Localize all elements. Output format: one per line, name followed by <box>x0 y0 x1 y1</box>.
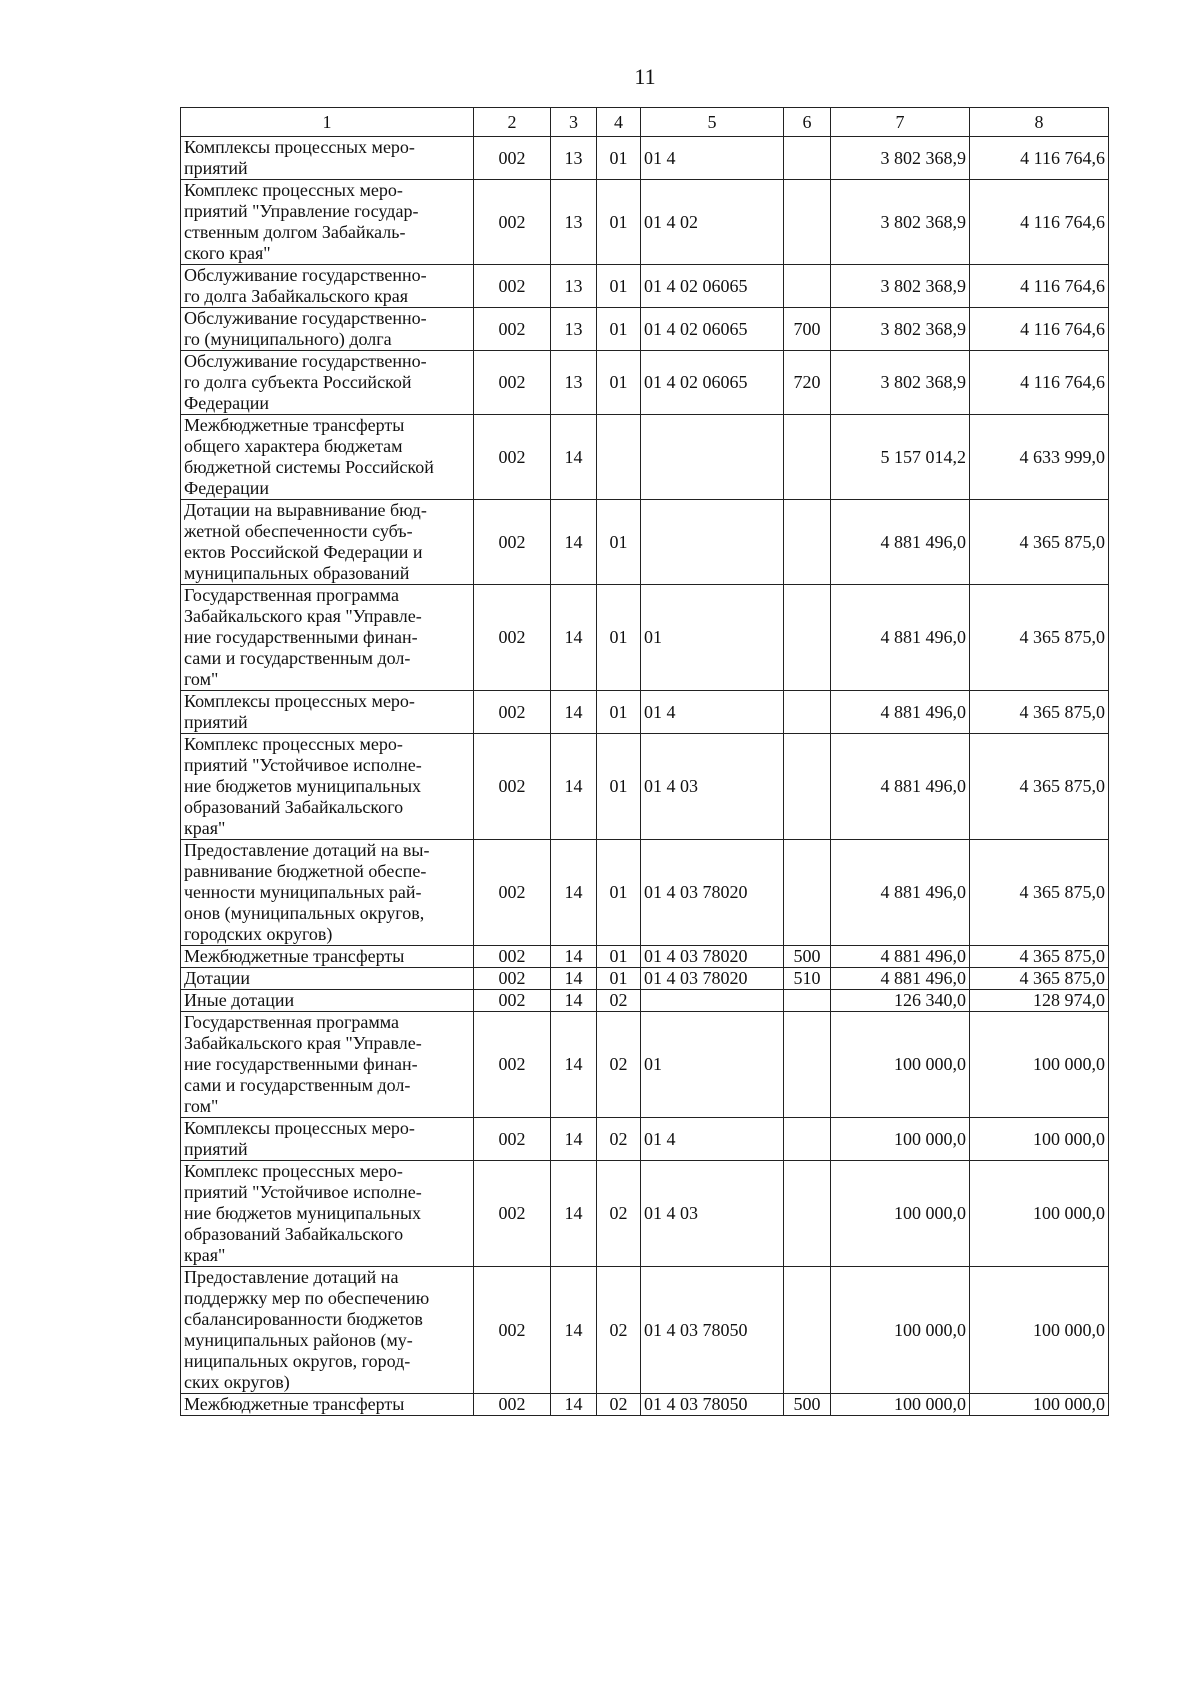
amount-year2-cell: 4 116 764,6 <box>970 265 1109 308</box>
amount-year2-cell: 100 000,0 <box>970 1161 1109 1267</box>
row-name-cell: Обслуживание государственно- го долга Забайкальского края <box>181 265 474 308</box>
target-article-cell <box>641 500 784 585</box>
section-code-cell: 14 <box>551 500 597 585</box>
header-cell: 5 <box>641 108 784 137</box>
header-cell: 2 <box>474 108 551 137</box>
amount-year2-cell: 4 365 875,0 <box>970 968 1109 990</box>
target-article-cell: 01 4 02 <box>641 180 784 265</box>
amount-year2-cell: 4 116 764,6 <box>970 351 1109 415</box>
table-row <box>181 1012 1109 1118</box>
section-code-cell: 14 <box>551 1267 597 1394</box>
expense-type-cell <box>784 137 831 180</box>
table-row <box>181 691 1109 734</box>
section-code-cell: 13 <box>551 180 597 265</box>
target-article-cell: 01 4 02 06065 <box>641 351 784 415</box>
target-article-cell <box>641 415 784 500</box>
amount-year1-cell: 3 802 368,9 <box>831 308 970 351</box>
section-code-cell: 13 <box>551 351 597 415</box>
target-article-cell: 01 4 03 78020 <box>641 946 784 968</box>
table-row <box>181 308 1109 351</box>
section-code-cell: 14 <box>551 968 597 990</box>
table-row <box>181 990 1109 1012</box>
subsection-code-cell: 01 <box>597 691 641 734</box>
ministry-code-cell: 002 <box>474 1161 551 1267</box>
row-name-cell: Обслуживание государственно- го (муниципального) долга <box>181 308 474 351</box>
page-number: 11 <box>634 64 656 89</box>
amount-year2-cell: 4 365 875,0 <box>970 946 1109 968</box>
target-article-cell: 01 <box>641 585 784 691</box>
subsection-code-cell: 01 <box>597 180 641 265</box>
amount-year1-cell: 3 802 368,9 <box>831 265 970 308</box>
section-code-cell: 14 <box>551 990 597 1012</box>
ministry-code-cell: 002 <box>474 1118 551 1161</box>
section-code-cell: 14 <box>551 585 597 691</box>
row-name-cell: Межбюджетные трансферты <box>181 1394 474 1416</box>
expense-type-cell <box>784 1161 831 1267</box>
table-row <box>181 840 1109 946</box>
header-cell: 3 <box>551 108 597 137</box>
subsection-code-cell: 02 <box>597 1161 641 1267</box>
table-row <box>181 734 1109 840</box>
ministry-code-cell: 002 <box>474 351 551 415</box>
row-name-cell: Иные дотации <box>181 990 474 1012</box>
section-code-cell: 14 <box>551 840 597 946</box>
row-name-cell: Комплекс процессных меро- приятий "Устойчивое исполне- ние бюджетов муниципальных образований Забайкальского края" <box>181 734 474 840</box>
ministry-code-cell: 002 <box>474 1394 551 1416</box>
table-row <box>181 351 1109 415</box>
amount-year1-cell: 4 881 496,0 <box>831 968 970 990</box>
expense-type-cell <box>784 1118 831 1161</box>
amount-year1-cell: 4 881 496,0 <box>831 691 970 734</box>
row-name-cell: Обслуживание государственно- го долга субъекта Российской Федерации <box>181 351 474 415</box>
target-article-cell: 01 4 02 06065 <box>641 265 784 308</box>
amount-year1-cell: 4 881 496,0 <box>831 500 970 585</box>
header-cell: 7 <box>831 108 970 137</box>
row-name-cell: Комплекс процессных меро- приятий "Управление государ- ственным долгом Забайкаль- ского края" <box>181 180 474 265</box>
subsection-code-cell: 01 <box>597 137 641 180</box>
target-article-cell: 01 4 <box>641 1118 784 1161</box>
row-name-cell: Комплексы процессных меро- приятий <box>181 137 474 180</box>
expense-type-cell: 700 <box>784 308 831 351</box>
amount-year2-cell: 128 974,0 <box>970 990 1109 1012</box>
ministry-code-cell: 002 <box>474 137 551 180</box>
ministry-code-cell: 002 <box>474 265 551 308</box>
row-name-cell: Дотации <box>181 968 474 990</box>
section-code-cell: 13 <box>551 308 597 351</box>
header-cell: 4 <box>597 108 641 137</box>
ministry-code-cell: 002 <box>474 1267 551 1394</box>
expense-type-cell <box>784 1012 831 1118</box>
amount-year2-cell: 4 365 875,0 <box>970 734 1109 840</box>
expense-type-cell: 500 <box>784 946 831 968</box>
ministry-code-cell: 002 <box>474 500 551 585</box>
amount-year1-cell: 100 000,0 <box>831 1267 970 1394</box>
amount-year1-cell: 100 000,0 <box>831 1012 970 1118</box>
amount-year2-cell: 4 365 875,0 <box>970 585 1109 691</box>
subsection-code-cell: 01 <box>597 968 641 990</box>
ministry-code-cell: 002 <box>474 585 551 691</box>
row-name-cell: Предоставление дотаций на вы- равнивание бюджетной обеспе- ченности муниципальных рай- онов (муниципальных округов, городских округов) <box>181 840 474 946</box>
amount-year1-cell: 3 802 368,9 <box>831 180 970 265</box>
table-row <box>181 968 1109 990</box>
subsection-code-cell: 01 <box>597 585 641 691</box>
target-article-cell: 01 <box>641 1012 784 1118</box>
expense-type-cell <box>784 990 831 1012</box>
target-article-cell: 01 4 02 06065 <box>641 308 784 351</box>
subsection-code-cell: 02 <box>597 990 641 1012</box>
target-article-cell: 01 4 03 <box>641 734 784 840</box>
section-code-cell: 14 <box>551 734 597 840</box>
amount-year1-cell: 3 802 368,9 <box>831 351 970 415</box>
subsection-code-cell: 01 <box>597 308 641 351</box>
amount-year1-cell: 4 881 496,0 <box>831 840 970 946</box>
amount-year1-cell: 126 340,0 <box>831 990 970 1012</box>
amount-year1-cell: 3 802 368,9 <box>831 137 970 180</box>
header-row <box>181 108 1109 137</box>
subsection-code-cell: 02 <box>597 1394 641 1416</box>
row-name-cell: Предоставление дотаций на поддержку мер по обеспечению сбалансированности бюджетов муниципальных районов (му- ниципальных округов, город- ских округов) <box>181 1267 474 1394</box>
row-name-cell: Государственная программа Забайкальского края "Управле- ние государственными финан- сами и государственным дол- гом" <box>181 1012 474 1118</box>
table-row <box>181 137 1109 180</box>
expense-type-cell <box>784 691 831 734</box>
section-code-cell: 14 <box>551 1394 597 1416</box>
expense-type-cell <box>784 840 831 946</box>
ministry-code-cell: 002 <box>474 308 551 351</box>
row-name-cell: Межбюджетные трансферты общего характера бюджетам бюджетной системы Российской Федерации <box>181 415 474 500</box>
ministry-code-cell: 002 <box>474 946 551 968</box>
expense-type-cell <box>784 180 831 265</box>
subsection-code-cell: 01 <box>597 500 641 585</box>
ministry-code-cell: 002 <box>474 691 551 734</box>
target-article-cell: 01 4 03 78020 <box>641 840 784 946</box>
amount-year2-cell: 4 365 875,0 <box>970 840 1109 946</box>
expense-type-cell <box>784 415 831 500</box>
expense-type-cell: 510 <box>784 968 831 990</box>
amount-year2-cell: 100 000,0 <box>970 1394 1109 1416</box>
ministry-code-cell: 002 <box>474 840 551 946</box>
target-article-cell: 01 4 <box>641 691 784 734</box>
amount-year1-cell: 100 000,0 <box>831 1118 970 1161</box>
amount-year2-cell: 4 365 875,0 <box>970 500 1109 585</box>
section-code-cell: 14 <box>551 1161 597 1267</box>
table-row <box>181 265 1109 308</box>
subsection-code-cell: 01 <box>597 946 641 968</box>
amount-year1-cell: 4 881 496,0 <box>831 946 970 968</box>
table-row <box>181 500 1109 585</box>
table-row <box>181 415 1109 500</box>
target-article-cell: 01 4 03 78050 <box>641 1394 784 1416</box>
ministry-code-cell: 002 <box>474 180 551 265</box>
amount-year2-cell: 4 365 875,0 <box>970 691 1109 734</box>
amount-year2-cell: 100 000,0 <box>970 1118 1109 1161</box>
ministry-code-cell: 002 <box>474 968 551 990</box>
expense-type-cell: 720 <box>784 351 831 415</box>
subsection-code-cell: 01 <box>597 734 641 840</box>
ministry-code-cell: 002 <box>474 1012 551 1118</box>
header-cell: 6 <box>784 108 831 137</box>
expense-type-cell <box>784 265 831 308</box>
row-name-cell: Комплексы процессных меро- приятий <box>181 691 474 734</box>
amount-year2-cell: 4 116 764,6 <box>970 308 1109 351</box>
row-name-cell: Государственная программа Забайкальского края "Управле- ние государственными финан- сами и государственным дол- гом" <box>181 585 474 691</box>
amount-year2-cell: 4 116 764,6 <box>970 180 1109 265</box>
table-row <box>181 180 1109 265</box>
row-name-cell: Межбюджетные трансферты <box>181 946 474 968</box>
ministry-code-cell: 002 <box>474 415 551 500</box>
subsection-code-cell <box>597 415 641 500</box>
expense-type-cell <box>784 500 831 585</box>
table-row <box>181 585 1109 691</box>
expense-type-cell <box>784 585 831 691</box>
expense-type-cell <box>784 1267 831 1394</box>
subsection-code-cell: 01 <box>597 351 641 415</box>
amount-year1-cell: 100 000,0 <box>831 1161 970 1267</box>
header-cell: 8 <box>970 108 1109 137</box>
table-row <box>181 946 1109 968</box>
section-code-cell: 13 <box>551 137 597 180</box>
subsection-code-cell: 02 <box>597 1012 641 1118</box>
expense-type-cell <box>784 734 831 840</box>
amount-year2-cell: 4 633 999,0 <box>970 415 1109 500</box>
expense-type-cell: 500 <box>784 1394 831 1416</box>
table-row <box>181 1267 1109 1394</box>
target-article-cell: 01 4 03 78050 <box>641 1267 784 1394</box>
section-code-cell: 14 <box>551 691 597 734</box>
section-code-cell: 14 <box>551 415 597 500</box>
target-article-cell <box>641 990 784 1012</box>
section-code-cell: 14 <box>551 1012 597 1118</box>
amount-year2-cell: 100 000,0 <box>970 1267 1109 1394</box>
section-code-cell: 14 <box>551 1118 597 1161</box>
row-name-cell: Комплексы процессных меро- приятий <box>181 1118 474 1161</box>
ministry-code-cell: 002 <box>474 990 551 1012</box>
header-cell: 1 <box>181 108 474 137</box>
subsection-code-cell: 01 <box>597 265 641 308</box>
row-name-cell: Комплекс процессных меро- приятий "Устойчивое исполне- ние бюджетов муниципальных образований Забайкальского края" <box>181 1161 474 1267</box>
table-row <box>181 1118 1109 1161</box>
section-code-cell: 14 <box>551 946 597 968</box>
amount-year1-cell: 100 000,0 <box>831 1394 970 1416</box>
subsection-code-cell: 02 <box>597 1118 641 1161</box>
table-row <box>181 1161 1109 1267</box>
budget-table <box>180 107 1109 1416</box>
table-row <box>181 1394 1109 1416</box>
subsection-code-cell: 01 <box>597 840 641 946</box>
amount-year2-cell: 4 116 764,6 <box>970 137 1109 180</box>
amount-year1-cell: 4 881 496,0 <box>831 734 970 840</box>
target-article-cell: 01 4 <box>641 137 784 180</box>
amount-year1-cell: 4 881 496,0 <box>831 585 970 691</box>
section-code-cell: 13 <box>551 265 597 308</box>
row-name-cell: Дотации на выравнивание бюд- жетной обеспеченности субъ- ектов Российской Федерации и муниципальных образований <box>181 500 474 585</box>
ministry-code-cell: 002 <box>474 734 551 840</box>
subsection-code-cell: 02 <box>597 1267 641 1394</box>
target-article-cell: 01 4 03 78020 <box>641 968 784 990</box>
amount-year2-cell: 100 000,0 <box>970 1012 1109 1118</box>
amount-year1-cell: 5 157 014,2 <box>831 415 970 500</box>
target-article-cell: 01 4 03 <box>641 1161 784 1267</box>
